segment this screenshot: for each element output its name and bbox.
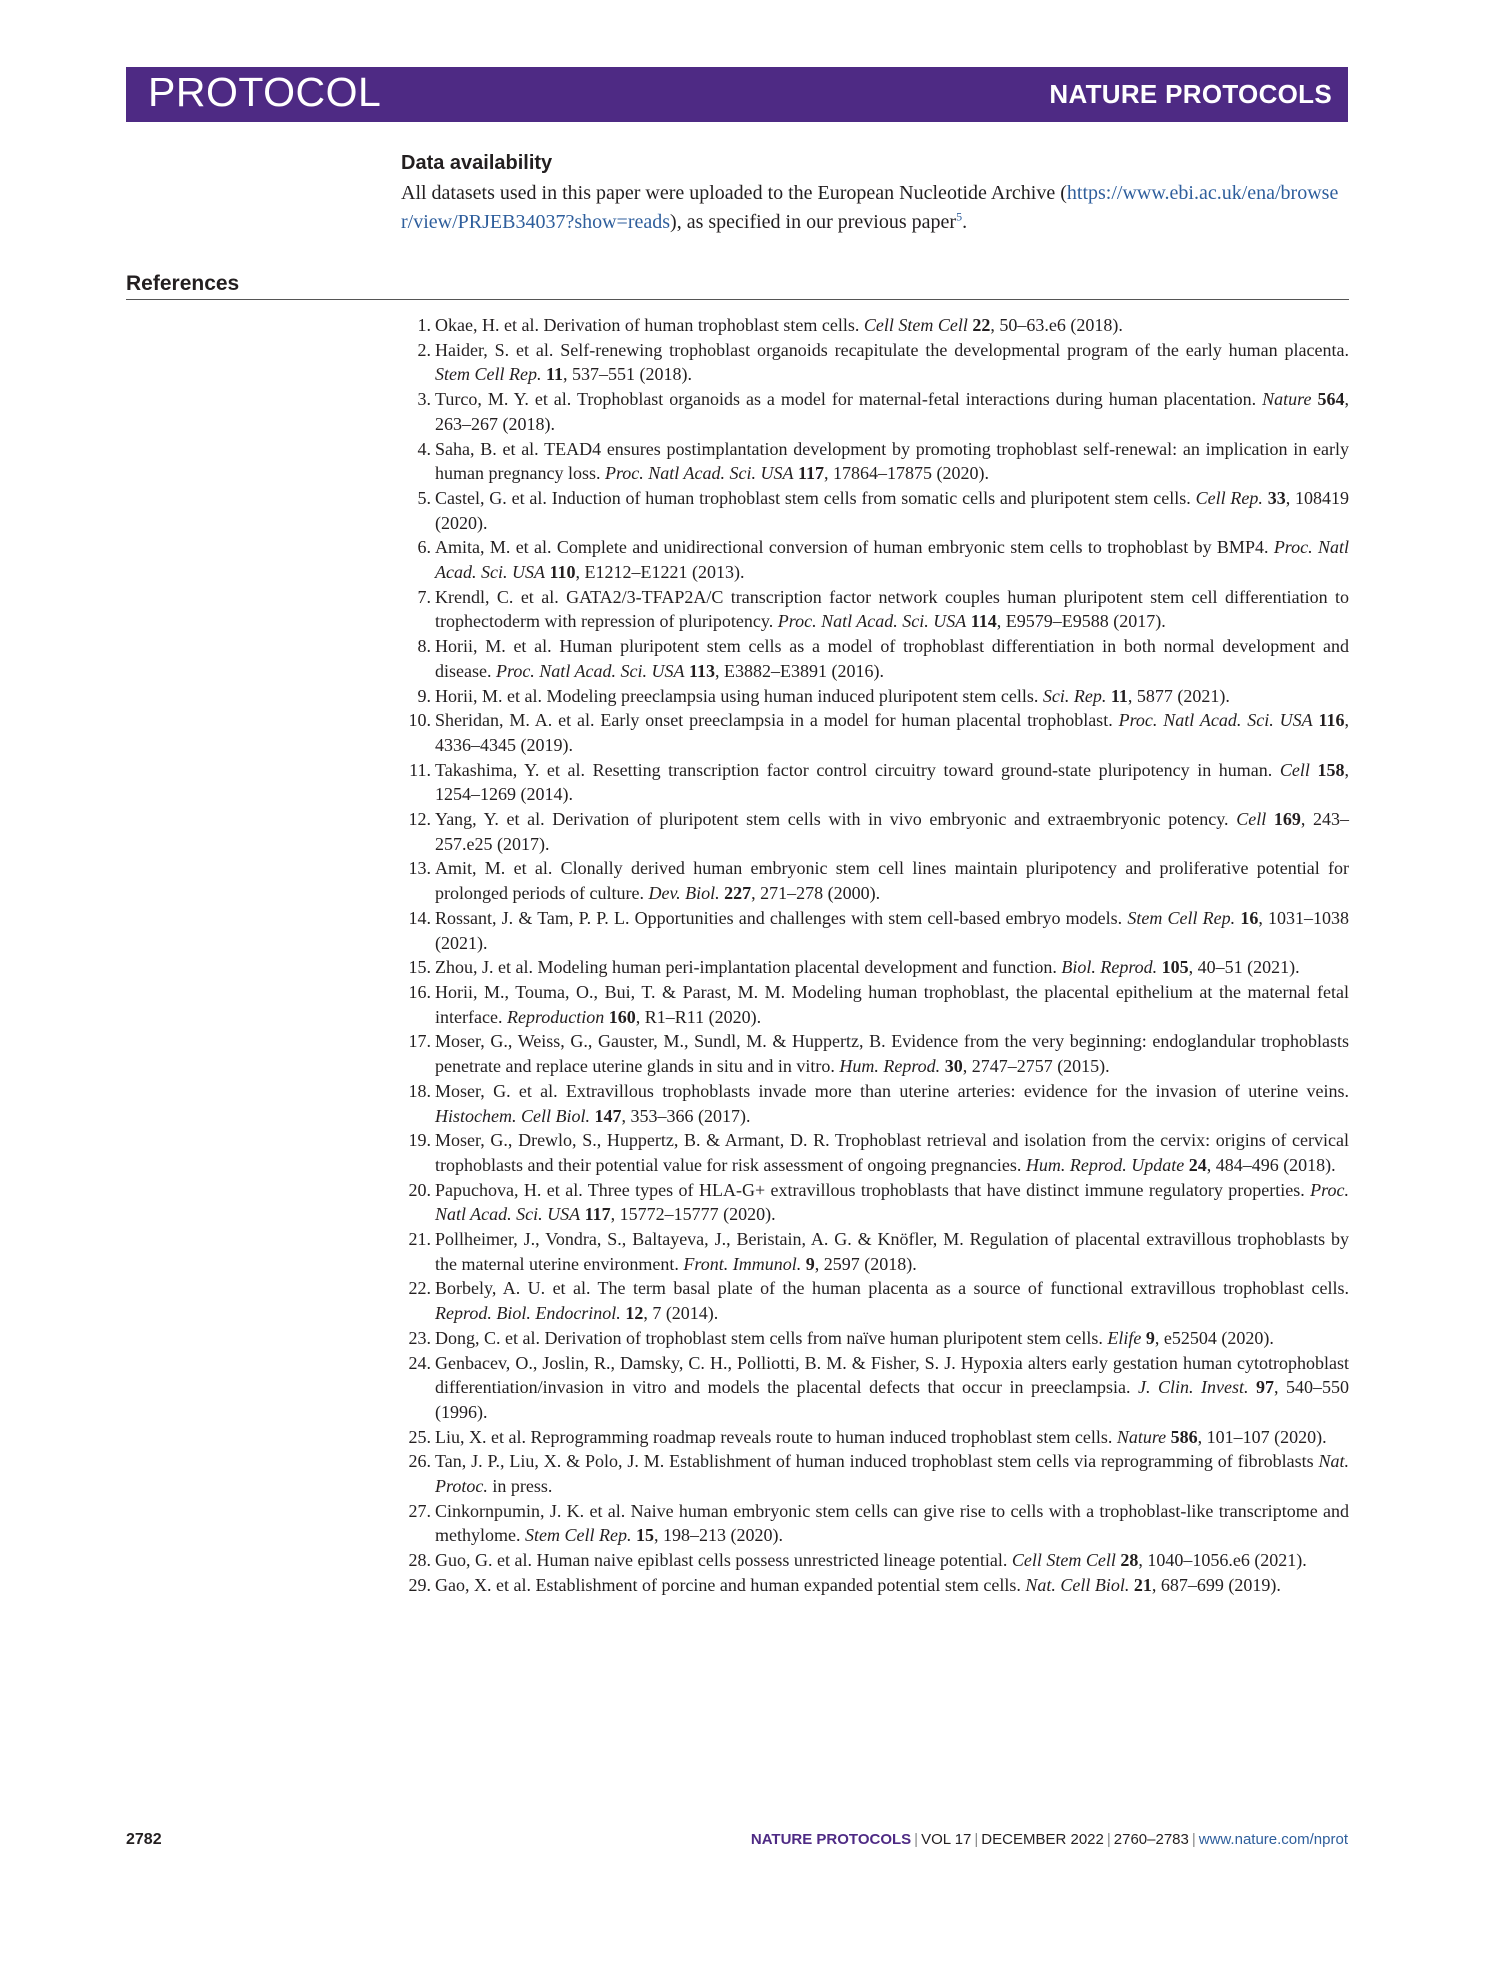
reference-text: , 4336–4345 (2019). — [435, 710, 1349, 755]
reference-journal: Proc. Natl Acad. Sci. USA — [604, 463, 794, 484]
footer-issue: DECEMBER 2022 — [981, 1831, 1104, 1848]
footer-separator: | — [974, 1831, 979, 1848]
reference-item — [401, 1499, 1349, 1548]
reference-text: , 7 (2014). — [643, 1303, 719, 1324]
reference-volume: 586 — [1170, 1426, 1198, 1447]
reference-journal: Reprod. Biol. Endocrinol. — [435, 1303, 621, 1324]
reference-number: 28. — [408, 1550, 431, 1571]
reference-journal: Nat. Cell Biol. — [1025, 1574, 1130, 1595]
reference-number: 9. — [417, 685, 431, 706]
reference-text: , E1212–E1221 (2013). — [575, 562, 745, 583]
reference-item — [401, 313, 1349, 338]
reference-volume: 160 — [608, 1006, 636, 1027]
reference-journal: Stem Cell Rep. — [524, 1525, 632, 1546]
footer-journal: NATURE PROTOCOLS — [750, 1831, 912, 1848]
footer-separator: | — [914, 1831, 919, 1848]
reference-journal: Nature — [1116, 1426, 1167, 1447]
reference-journal: Hum. Reprod. Update — [1025, 1154, 1185, 1175]
reference-item — [401, 634, 1349, 683]
reference-item — [401, 1276, 1349, 1325]
reference-number: 17. — [408, 1031, 431, 1052]
reference-volume: 22 — [972, 315, 991, 335]
reference-text: Turco, M. Y. et al. Trophoblast organoids as a model for maternal-fetal interactions during human placentation. — [435, 389, 1263, 410]
reference-number: 1. — [417, 315, 431, 335]
reference-text: , 1031–1038 (2021). — [435, 907, 1349, 953]
reference-journal: Stem Cell Rep. — [1127, 907, 1236, 928]
reference-volume: 15 — [635, 1525, 654, 1546]
reference-text: Moser, G., Weiss, G., Gauster, M., Sundl, M. & Huppertz, B. Evidence from the very beginning: endoglandular trophoblasts penetrate and replace uterine glands in situ and in vitro. — [435, 1031, 1349, 1077]
reference-number: 26. — [408, 1451, 431, 1472]
reference-item — [401, 1449, 1349, 1498]
reference-volume: 11 — [545, 364, 563, 385]
reference-journal: Cell Rep. — [1195, 487, 1263, 508]
reference-text: , 40–51 (2021). — [1188, 957, 1300, 978]
reference-item — [401, 585, 1349, 634]
reference-text: Gao, X. et al. Establishment of porcine and human expanded potential stem cells. — [435, 1574, 1026, 1595]
reference-number: 11. — [409, 759, 431, 780]
reference-item — [401, 1351, 1349, 1425]
reference-journal: Sci. Rep. — [1042, 685, 1107, 706]
reference-volume: 114 — [970, 611, 997, 632]
reference-journal: Histochem. Cell Biol. — [435, 1105, 590, 1126]
reference-text: , 353–366 (2017). — [621, 1105, 751, 1126]
reference-text: Castel, G. et al. Induction of human trophoblast stem cells from somatic cells and pluripotent stem cells. — [435, 487, 1196, 508]
reference-text: Horii, M., Touma, O., Bui, T. & Parast, M. M. Modeling human trophoblast, the placental epithelium at the maternal fetal interface. — [435, 981, 1349, 1027]
reference-number: 13. — [408, 858, 431, 879]
reference-text: Okae, H. et al. Derivation of human trophoblast stem cells. — [435, 315, 864, 335]
reference-text: Horii, M. et al. Modeling preeclampsia using human induced pluripotent stem cells. — [435, 685, 1043, 706]
reference-item — [401, 1128, 1349, 1177]
reference-number: 20. — [408, 1179, 431, 1200]
reference-volume: 9 — [1145, 1327, 1155, 1348]
reference-item — [401, 437, 1349, 486]
footer-url[interactable]: www.nature.com/nprot — [1198, 1831, 1348, 1848]
ena-link[interactable]: https://www.ebi.ac.uk/ena/browser/view/PRJEB34037?show=reads — [401, 182, 1339, 233]
reference-text: Cinkornpumin, J. K. et al. Naive human embryonic stem cells can give rise to cells with a trophoblast-like transcriptome and methylome. — [435, 1500, 1349, 1546]
reference-text: , 108419 (2020). — [435, 487, 1349, 533]
reference-journal: Proc. Natl Acad. Sci. USA — [777, 611, 967, 632]
reference-number: 14. — [408, 907, 431, 928]
reference-text: , 687–699 (2019). — [1151, 1574, 1281, 1595]
reference-journal: Cell — [1236, 809, 1267, 830]
reference-number: 2. — [417, 339, 431, 360]
reference-number: 5. — [417, 487, 431, 508]
reference-number: 27. — [408, 1500, 431, 1521]
reference-item — [401, 980, 1349, 1029]
data-availability-text-after: ), as specified in our previous paper — [670, 211, 957, 233]
page-number: 2782 — [126, 1831, 162, 1848]
reference-item — [401, 1079, 1349, 1128]
reference-number: 18. — [408, 1080, 431, 1101]
reference-item — [401, 486, 1349, 535]
reference-text: in press. — [487, 1476, 553, 1497]
reference-volume: 28 — [1120, 1550, 1139, 1571]
reference-journal: Stem Cell Rep. — [435, 364, 542, 385]
reference-journal: Cell — [1279, 759, 1310, 780]
reference-text: Yang, Y. et al. Derivation of pluripotent stem cells with in vivo embryonic and extraembryonic potency. — [435, 809, 1237, 830]
reference-number: 8. — [417, 636, 431, 657]
reference-text: Takashima, Y. et al. Resetting transcription factor control circuitry toward ground-state pluripotency in human. — [435, 759, 1280, 780]
reference-journal: Proc. Natl Acad. Sci. USA — [435, 537, 1349, 583]
reference-item — [401, 1178, 1349, 1227]
reference-text: , 540–550 (1996). — [435, 1377, 1350, 1422]
reference-text: Moser, G. et al. Extravillous trophoblasts invade more than uterine arteries: evidence for the invasion of uterine veins. — [435, 1080, 1349, 1101]
reference-journal: Proc. Natl Acad. Sci. USA — [1118, 710, 1313, 731]
reference-volume: 147 — [594, 1105, 622, 1126]
data-availability-heading: Data availability — [401, 152, 553, 174]
reference-number: 7. — [417, 586, 431, 607]
reference-text: Genbacev, O., Joslin, R., Damsky, C. H., Polliotti, B. M. & Fisher, S. J. Hypoxia alters early gestation human cytotrophoblast differentiation/invasion in vitro and models the placental defects that occur in preeclampsia. — [435, 1352, 1349, 1398]
reference-text: Rossant, J. & Tam, P. P. L. Opportunities and challenges with stem cell-based embryo models. — [435, 907, 1128, 928]
reference-text: Guo, G. et al. Human naive epiblast cells possess unrestricted lineage potential. — [435, 1550, 1012, 1571]
reference-volume: 117 — [797, 463, 824, 484]
reference-text: Pollheimer, J., Vondra, S., Baltayeva, J., Beristain, A. G. & Knöfler, M. Regulation of placental extravillous trophoblasts by the maternal uterine environment. — [435, 1229, 1349, 1274]
reference-text: , 484–496 (2018). — [1206, 1154, 1336, 1175]
reference-text: Krendl, C. et al. GATA2/3-TFAP2A/C transcription factor network couples human pluripotent stem cell differentiation to trophectoderm with repression of pluripotency. — [435, 586, 1349, 632]
references-heading: References — [126, 272, 240, 295]
reference-text: , 1040–1056.e6 (2021). — [1138, 1550, 1307, 1571]
reference-text: , 1254–1269 (2014). — [435, 759, 1349, 805]
reference-text: , 50–63.e6 (2018). — [990, 315, 1123, 335]
reference-number: 12. — [408, 809, 431, 830]
footer-separator: | — [1106, 1831, 1111, 1848]
footer-pages: 2760–2783 — [1113, 1831, 1189, 1848]
reference-text: , 243–257.e25 (2017). — [435, 809, 1350, 854]
reference-item — [401, 1227, 1349, 1276]
reference-text: , 271–278 (2000). — [751, 883, 881, 904]
reference-volume: 33 — [1267, 487, 1286, 508]
reference-number: 4. — [417, 438, 431, 459]
footer-volume: VOL 17 — [921, 1831, 972, 1848]
reference-number: 10. — [408, 710, 431, 731]
reference-item — [401, 708, 1349, 757]
reference-journal: J. Clin. Invest. — [1138, 1377, 1249, 1398]
reference-text — [1310, 760, 1318, 780]
references-list — [401, 313, 1349, 1598]
citation-superscript[interactable]: 5 — [956, 209, 963, 224]
reference-volume: 12 — [625, 1303, 644, 1324]
reference-number: 15. — [408, 957, 431, 978]
reference-journal: Nat. Protoc. — [435, 1451, 1349, 1497]
references-divider — [126, 299, 1349, 300]
reference-text: , 101–107 (2020). — [1197, 1426, 1327, 1447]
reference-text: , 5877 (2021). — [1127, 685, 1230, 706]
reference-text: , 15772–15777 (2020). — [610, 1204, 776, 1225]
reference-item — [401, 758, 1349, 807]
reference-volume: 564 — [1317, 389, 1345, 410]
reference-number: 22. — [408, 1278, 431, 1299]
reference-text: Amita, M. et al. Complete and unidirectional conversion of human embryonic stem cells to trophoblast by BMP4. — [435, 537, 1274, 558]
reference-volume: 30 — [944, 1056, 963, 1077]
reference-volume: 11 — [1110, 685, 1128, 706]
reference-item — [401, 1573, 1349, 1598]
reference-volume: 158 — [1317, 759, 1345, 780]
reference-volume: 16 — [1240, 907, 1259, 928]
reference-item — [401, 856, 1349, 905]
reference-item — [401, 906, 1349, 955]
reference-text: , 17864–17875 (2020). — [823, 463, 989, 484]
reference-text: Amit, M. et al. Clonally derived human embryonic stem cell lines maintain pluripotency and proliferative potential for prolonged periods of culture. — [435, 858, 1349, 904]
reference-volume: 227 — [724, 883, 752, 904]
reference-item — [401, 1326, 1349, 1351]
reference-volume: 110 — [549, 562, 576, 583]
reference-number: 16. — [408, 981, 431, 1002]
reference-journal: Elife — [1107, 1327, 1142, 1348]
reference-text: Horii, M. et al. Human pluripotent stem cells as a model of trophoblast differentiation in both normal development and disease. — [435, 636, 1349, 681]
reference-volume: 24 — [1188, 1154, 1207, 1175]
reference-journal: Dev. Biol. — [648, 883, 720, 904]
reference-text: Haider, S. et al. Self-renewing trophoblast organoids recapitulate the developmental program of the early human placenta. — [435, 339, 1349, 360]
reference-text: Papuchova, H. et al. Three types of HLA-G+ extravillous trophoblasts that have distinct immune regulatory properties. — [435, 1179, 1311, 1200]
reference-volume: 9 — [805, 1253, 815, 1274]
reference-volume: 169 — [1273, 809, 1301, 830]
reference-journal: Front. Immunol. — [683, 1253, 802, 1274]
reference-item — [401, 535, 1349, 584]
reference-number: 19. — [408, 1130, 431, 1151]
reference-number: 6. — [417, 537, 431, 558]
reference-text: Tan, J. P., Liu, X. & Polo, J. M. Establishment of human induced trophoblast stem cells via reprogramming of fibroblasts — [435, 1451, 1319, 1472]
footer-separator: | — [1191, 1831, 1196, 1848]
reference-text: Sheridan, M. A. et al. Early onset preeclampsia in a model for human placental trophoblast. — [435, 710, 1119, 731]
data-availability-text-before: All datasets used in this paper were uploaded to the European Nucleotide Archive ( — [401, 182, 1067, 204]
reference-journal: Proc. Natl Acad. Sci. USA — [435, 1179, 1349, 1225]
reference-text — [1248, 1377, 1256, 1397]
reference-item — [401, 1548, 1349, 1573]
reference-item — [401, 1425, 1349, 1450]
data-availability-end: . — [962, 211, 968, 233]
header-section-label: PROTOCOL — [148, 69, 382, 115]
reference-text: , 2597 (2018). — [814, 1253, 917, 1274]
reference-volume: 21 — [1133, 1574, 1152, 1595]
reference-text: Liu, X. et al. Reprogramming roadmap reveals route to human induced trophoblast stem cells. — [435, 1426, 1117, 1447]
reference-text: , 263–267 (2018). — [435, 389, 1349, 434]
reference-text: , 2747–2757 (2015). — [962, 1056, 1110, 1077]
reference-text: Borbely, A. U. et al. The term basal plate of the human placenta as a source of functional extravillous trophoblast cells. — [435, 1278, 1349, 1299]
data-availability-text — [401, 179, 1349, 237]
reference-number: 25. — [408, 1426, 431, 1447]
reference-journal: Nature — [1262, 389, 1312, 410]
reference-text: , 198–213 (2020). — [653, 1525, 783, 1546]
reference-text: Moser, G., Drewlo, S., Huppertz, B. & Armant, D. R. Trophoblast retrieval and isolation from the cervix: origins of cervical trophoblasts and their potential value for risk assessment of ongoing pregnancies. — [435, 1130, 1349, 1175]
reference-text: , E3882–E3891 (2016). — [714, 660, 884, 681]
reference-item — [401, 387, 1349, 436]
reference-text: Dong, C. et al. Derivation of trophoblast stem cells from naïve human pluripotent stem cells. — [435, 1327, 1108, 1348]
page-header-bar — [126, 67, 1348, 122]
reference-volume: 105 — [1161, 957, 1189, 978]
reference-journal: Hum. Reprod. — [839, 1056, 941, 1077]
data-availability-section — [401, 152, 1349, 237]
reference-volume: 116 — [1318, 710, 1345, 731]
reference-volume: 117 — [584, 1204, 611, 1225]
reference-number: 23. — [408, 1327, 431, 1348]
reference-item — [401, 684, 1349, 709]
reference-text: , R1–R11 (2020). — [635, 1006, 762, 1027]
reference-journal: Cell Stem Cell — [863, 315, 968, 335]
reference-item — [401, 807, 1349, 856]
reference-item — [401, 338, 1349, 387]
reference-journal: Biol. Reprod. — [1061, 957, 1158, 978]
reference-journal: Proc. Natl Acad. Sci. USA — [495, 660, 685, 681]
reference-text: , e52504 (2020). — [1154, 1327, 1274, 1348]
reference-item — [401, 955, 1349, 980]
reference-text — [1266, 809, 1274, 829]
reference-number: 24. — [408, 1352, 431, 1373]
reference-number: 21. — [408, 1229, 431, 1250]
header-journal-name: NATURE PROTOCOLS — [1049, 79, 1332, 109]
reference-journal: Reproduction — [506, 1006, 605, 1027]
reference-text: Zhou, J. et al. Modeling human peri-implantation placental development and function. — [435, 957, 1062, 978]
reference-number: 3. — [417, 389, 431, 410]
reference-volume: 113 — [688, 660, 715, 681]
reference-text: Saha, B. et al. TEAD4 ensures postimplantation development by promoting trophoblast self-renewal: an implication in early human pregnancy loss. — [435, 438, 1349, 484]
footer-citation — [751, 1831, 1348, 1848]
reference-text: , 537–551 (2018). — [563, 364, 692, 385]
reference-number: 29. — [408, 1574, 431, 1595]
reference-journal: Cell Stem Cell — [1011, 1550, 1116, 1571]
reference-item — [401, 1029, 1349, 1078]
reference-text: , E9579–E9588 (2017). — [996, 611, 1166, 632]
reference-volume: 97 — [1256, 1377, 1274, 1398]
